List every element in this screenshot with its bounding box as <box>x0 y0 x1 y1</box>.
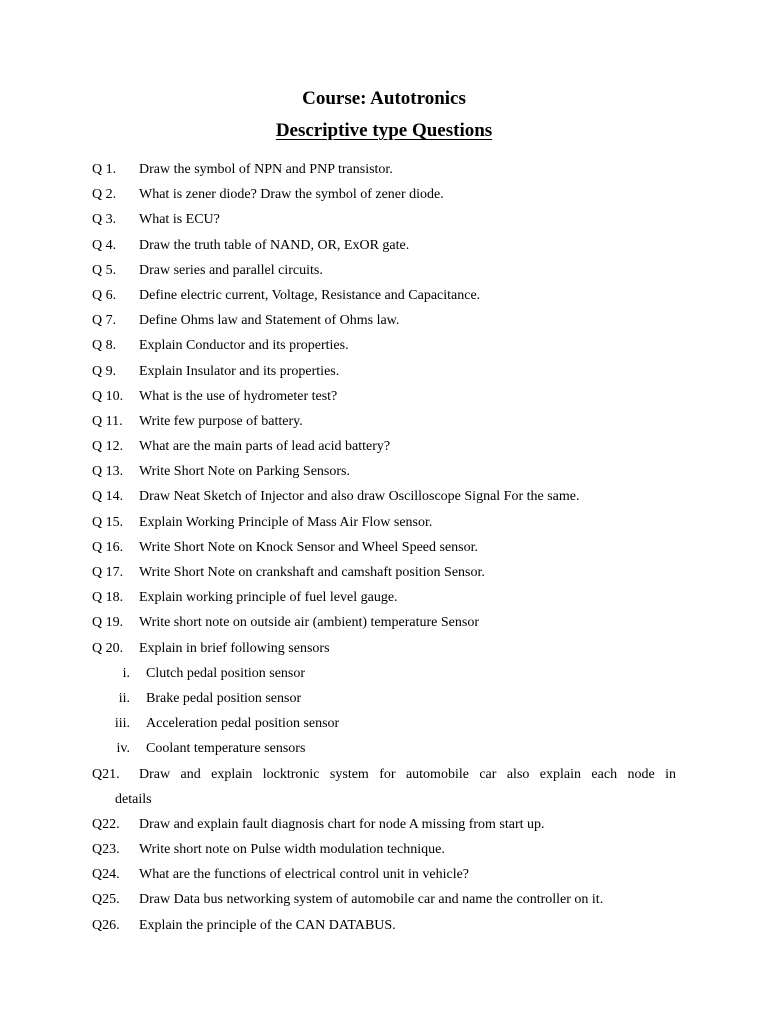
sub-question-number: iv. <box>116 741 130 757</box>
question-number: Q 11. <box>92 413 123 429</box>
sub-question-item <box>92 661 676 686</box>
question-item <box>92 837 676 862</box>
question-number: Q 1. <box>92 162 117 177</box>
question-item <box>92 308 676 333</box>
question-text: Explain working principle of fuel level gauge. <box>139 590 398 606</box>
question-text: Define Ohms law and Statement of Ohms law. <box>139 313 400 329</box>
question-text: Define electric current, Voltage, Resistance and Capacitance. <box>139 287 481 303</box>
question-item <box>92 157 676 182</box>
question-number: Q 10. <box>92 388 124 404</box>
question-item <box>92 384 676 409</box>
question-item <box>92 258 676 283</box>
question-text: Explain Conductor and its properties. <box>139 338 349 354</box>
question-text: Write few purpose of battery. <box>139 413 303 429</box>
question-number: Q23. <box>92 842 120 858</box>
question-text-block <box>115 762 676 812</box>
question-item <box>92 233 676 258</box>
sub-question-text: Brake pedal position sensor <box>146 690 302 706</box>
question-number: Q 19. <box>92 615 124 631</box>
question-text: Explain Working Principle of Mass Air Flow sensor. <box>139 514 433 530</box>
question-item <box>92 887 676 912</box>
question-list <box>92 157 676 938</box>
question-item <box>92 484 676 509</box>
document-subtitle <box>0 118 768 144</box>
question-text: Draw the symbol of NPN and PNP transistor. <box>139 162 393 177</box>
question-item <box>92 762 676 812</box>
question-number: Q 17. <box>92 565 124 580</box>
question-number: Q 13. <box>92 464 124 480</box>
question-number: Q 6. <box>92 287 117 303</box>
question-text-continuation: details <box>115 791 152 807</box>
question-text: Explain in brief following sensors <box>139 640 330 656</box>
question-text: Write short note on outside air (ambient) temperature Sensor <box>139 615 479 631</box>
sub-question-number: i. <box>122 665 130 681</box>
question-number: Q26. <box>92 917 120 933</box>
question-number: Q 3. <box>92 212 117 228</box>
question-item <box>92 409 676 434</box>
question-text: What is zener diode? Draw the symbol of zener diode. <box>139 187 444 203</box>
question-text: Draw Data bus networking system of automobile car and name the controller on it. <box>139 892 604 908</box>
sub-question-number: ii. <box>118 690 130 706</box>
question-text: Draw Neat Sketch of Injector and also draw Oscilloscope Signal For the same. <box>139 489 580 505</box>
question-item <box>92 535 676 560</box>
question-text: Draw and explain fault diagnosis chart for node A missing from start up. <box>139 816 545 832</box>
question-item <box>92 434 676 459</box>
question-number: Q 12. <box>92 439 124 455</box>
sub-question-text: Clutch pedal position sensor <box>146 665 306 681</box>
sub-question-item <box>92 711 676 736</box>
question-item <box>92 585 676 610</box>
question-item <box>92 636 676 661</box>
question-number: Q 4. <box>92 237 117 253</box>
question-text: What are the functions of electrical control unit in vehicle? <box>139 867 470 883</box>
question-text: Write Short Note on Parking Sensors. <box>139 464 350 480</box>
question-item <box>92 913 676 938</box>
question-item <box>92 610 676 635</box>
question-number: Q 18. <box>92 590 124 606</box>
question-item <box>92 182 676 207</box>
question-text: Explain the principle of the CAN DATABUS. <box>139 917 396 933</box>
sub-question-item <box>92 686 676 711</box>
question-item <box>92 459 676 484</box>
question-number: Q 9. <box>92 363 117 379</box>
question-number: Q 7. <box>92 313 117 329</box>
question-item <box>92 333 676 358</box>
question-number: Q 2. <box>92 187 117 203</box>
question-text: What are the main parts of lead acid battery? <box>139 439 391 455</box>
question-text: Write short note on Pulse width modulation technique. <box>139 842 445 858</box>
question-item <box>92 510 676 535</box>
sub-question-number: iii. <box>114 716 130 732</box>
question-text: Write Short Note on Knock Sensor and Wheel Speed sensor. <box>139 539 479 555</box>
question-number: Q21. <box>92 766 120 782</box>
question-text: Draw the truth table of NAND, OR, ExOR gate. <box>139 237 410 253</box>
question-text: Draw series and parallel circuits. <box>139 262 323 278</box>
subtitle-text: Descriptive type Questions <box>275 120 493 141</box>
question-number: Q 5. <box>92 262 117 278</box>
question-number: Q 20. <box>92 640 124 656</box>
question-text: Write Short Note on crankshaft and camshaft position Sensor. <box>139 565 485 580</box>
question-number: Q24. <box>92 867 120 883</box>
question-text: What is ECU? <box>139 212 220 228</box>
question-text: What is the use of hydrometer test? <box>139 388 338 404</box>
question-number: Q22. <box>92 816 120 832</box>
question-item <box>92 207 676 232</box>
question-number: Q 16. <box>92 539 124 555</box>
sub-question-text: Acceleration pedal position sensor <box>146 716 340 732</box>
question-text: Draw and explain locktronic system for automobile car also explain each node in <box>139 766 676 782</box>
question-number: Q 14. <box>92 489 124 505</box>
question-number: Q 8. <box>92 338 117 354</box>
question-item <box>92 359 676 384</box>
question-item <box>92 862 676 887</box>
question-text: Explain Insulator and its properties. <box>139 363 340 379</box>
question-number: Q25. <box>92 892 120 908</box>
question-item <box>92 812 676 837</box>
course-title: Course: Autotronics <box>302 88 466 109</box>
question-number: Q 15. <box>92 514 124 530</box>
sub-question-text: Coolant temperature sensors <box>146 741 306 757</box>
question-item <box>92 283 676 308</box>
question-item <box>92 560 676 585</box>
sub-question-item <box>92 736 676 761</box>
